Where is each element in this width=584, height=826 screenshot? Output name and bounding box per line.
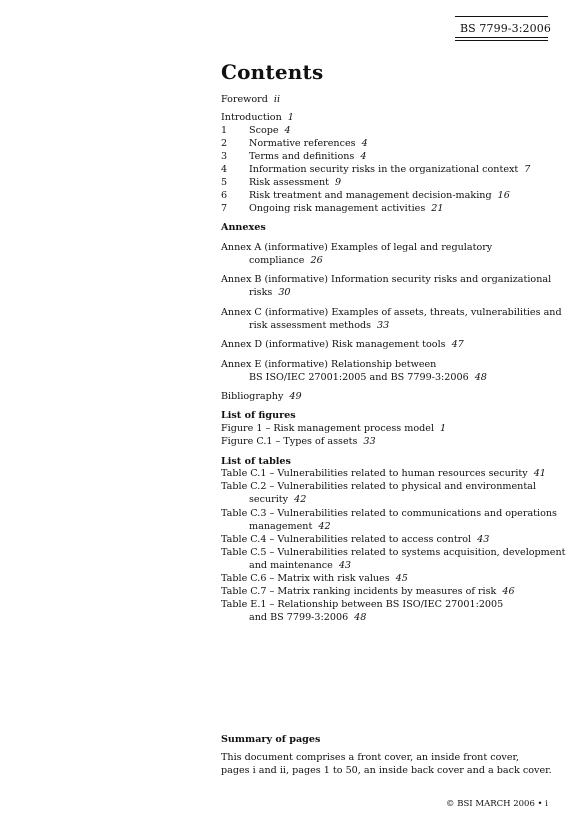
toc-label: and maintenance — [249, 560, 333, 571]
toc-table[interactable] — [221, 598, 503, 611]
toc-page: 48 — [474, 372, 487, 383]
toc-label: Table C.7 – Matrix ranking incidents by measures of risk — [221, 586, 497, 597]
toc-label: BS ISO/IEC 27001:2005 and BS 7799-3:2006 — [249, 372, 469, 383]
page-footer: © BSI MARCH 2006 • i — [446, 799, 548, 809]
toc-page: 33 — [377, 320, 390, 331]
clause-number: 1 — [221, 125, 228, 136]
toc-label: Table C.2 – Vulnerabilities related to physical and environmental — [221, 481, 536, 492]
toc-annex-d[interactable] — [221, 338, 464, 351]
header-rule-top — [455, 16, 548, 17]
toc-label: Table C.4 – Vulnerabilities related to access control — [221, 534, 472, 545]
toc-label: Annex D (informative) Risk management tools — [221, 339, 446, 350]
toc-label: Annex C (informative) Examples of assets, threats, vulnerabilities and — [221, 307, 562, 318]
clause-number: 7 — [221, 203, 228, 214]
toc-page: 4 — [284, 125, 291, 136]
toc-page: 30 — [278, 287, 291, 298]
clause-number: 2 — [221, 138, 228, 149]
toc-label: Introduction — [221, 112, 282, 123]
toc-figure[interactable] — [221, 435, 376, 448]
toc-table[interactable] — [221, 480, 536, 493]
toc-page: 43 — [338, 560, 352, 571]
toc-annex-e-cont[interactable] — [221, 371, 487, 384]
toc-label: Scope — [249, 125, 279, 136]
toc-table-cont[interactable] — [221, 493, 306, 506]
toc-page: 48 — [354, 612, 367, 623]
toc-clause[interactable] — [221, 124, 291, 137]
toc-page: 1 — [440, 423, 447, 434]
header-rule-bottom-2 — [455, 40, 548, 41]
toc-page: 41 — [533, 468, 546, 479]
toc-clause[interactable] — [221, 202, 443, 215]
toc-annex-b-cont[interactable] — [221, 286, 291, 299]
toc-page: 33 — [363, 436, 376, 447]
toc-page: 45 — [395, 573, 408, 584]
toc-label: Normative references — [249, 138, 356, 149]
toc-label: compliance — [249, 255, 305, 266]
toc-table[interactable] — [221, 572, 408, 585]
toc-annex-a-cont[interactable] — [221, 254, 323, 267]
annexes-heading: Annexes — [221, 222, 266, 233]
toc-page: 47 — [451, 339, 464, 350]
toc-label: Terms and definitions — [249, 151, 355, 162]
clause-number: 6 — [221, 190, 228, 201]
toc-table[interactable] — [221, 467, 546, 480]
toc-page: 42 — [318, 521, 331, 532]
toc-figure[interactable] — [221, 422, 446, 435]
standard-code: BS 7799-3:2006 — [460, 22, 551, 35]
clause-number: 4 — [221, 164, 228, 175]
toc-label: Annex B (informative) Information security risks and organizational — [221, 274, 552, 285]
toc-page: 9 — [334, 177, 342, 188]
toc-clause[interactable] — [221, 176, 341, 189]
toc-label: Risk treatment and management decision-making — [249, 190, 492, 201]
toc-page: 16 — [497, 190, 510, 201]
tables-heading: List of tables — [221, 456, 291, 467]
toc-page: 4 — [361, 138, 368, 149]
toc-clause[interactable] — [221, 137, 368, 150]
toc-page: 26 — [310, 255, 323, 266]
toc-table[interactable] — [221, 585, 515, 598]
toc-label: Annex E (informative) Relationship between — [221, 359, 437, 370]
toc-label: and BS 7799-3:2006 — [249, 612, 349, 623]
summary-heading: Summary of pages — [221, 734, 321, 745]
toc-annex-c-cont[interactable] — [221, 319, 389, 332]
toc-introduction[interactable] — [221, 111, 294, 124]
summary-text-2: pages i and ii, pages 1 to 50, an inside back cover and a back cover. — [221, 765, 552, 776]
toc-label: Table C.3 – Vulnerabilities related to communications and operations — [221, 508, 557, 519]
toc-annex-c[interactable] — [221, 306, 562, 319]
toc-label: Table C.6 – Matrix with risk values — [221, 573, 390, 584]
toc-table-cont[interactable] — [221, 611, 366, 624]
toc-label: Table E.1 – Relationship between BS ISO/IEC 27001:2005 — [221, 599, 504, 610]
figures-heading: List of figures — [221, 410, 296, 421]
toc-page: ii — [273, 94, 281, 105]
toc-page: 43 — [477, 534, 490, 545]
toc-page: 1 — [287, 112, 294, 123]
toc-table-cont[interactable] — [221, 559, 351, 572]
toc-label: Bibliography — [221, 391, 284, 402]
toc-label: Table C.5 – Vulnerabilities related to systems acquisition, development — [221, 547, 566, 558]
toc-table[interactable] — [221, 533, 489, 546]
toc-label: Risk assessment — [249, 177, 329, 188]
toc-label: management — [249, 521, 313, 532]
toc-label: Information security risks in the organizational context — [249, 164, 519, 175]
toc-foreword[interactable] — [221, 93, 280, 106]
toc-label: Ongoing risk management activities — [249, 203, 426, 214]
toc-page: 4 — [360, 151, 367, 162]
toc-clause[interactable] — [221, 163, 530, 176]
toc-page: 21 — [431, 203, 444, 214]
toc-label: Figure C.1 – Types of assets — [221, 436, 358, 447]
toc-table-cont[interactable] — [221, 520, 331, 533]
toc-label: Foreword — [221, 94, 268, 105]
toc-label: risk assessment methods — [249, 320, 372, 331]
toc-label: risks — [249, 287, 273, 298]
toc-clause[interactable] — [221, 189, 510, 202]
toc-label: Table C.1 – Vulnerabilities related to human resources security — [221, 468, 528, 479]
toc-annex-b[interactable] — [221, 273, 551, 286]
toc-annex-a[interactable] — [221, 241, 492, 254]
toc-clause[interactable] — [221, 150, 366, 163]
toc-bibliography[interactable] — [221, 390, 302, 403]
page-title: Contents — [221, 60, 324, 84]
toc-label: security — [249, 494, 289, 505]
toc-table[interactable] — [221, 546, 566, 559]
toc-table[interactable] — [221, 507, 557, 520]
toc-page: 7 — [524, 164, 531, 175]
summary-text-1: This document comprises a front cover, an inside front cover, — [221, 752, 520, 763]
toc-page: 49 — [289, 391, 302, 402]
toc-annex-e[interactable] — [221, 358, 436, 371]
toc-page: 46 — [502, 586, 515, 597]
toc-label: Figure 1 – Risk management process model — [221, 423, 435, 434]
toc-page: 42 — [294, 494, 307, 505]
toc-label: Annex A (informative) Examples of legal and regulatory — [221, 242, 493, 253]
clause-number: 3 — [221, 151, 228, 162]
header-rule-bottom — [455, 37, 548, 38]
clause-number: 5 — [221, 177, 228, 188]
